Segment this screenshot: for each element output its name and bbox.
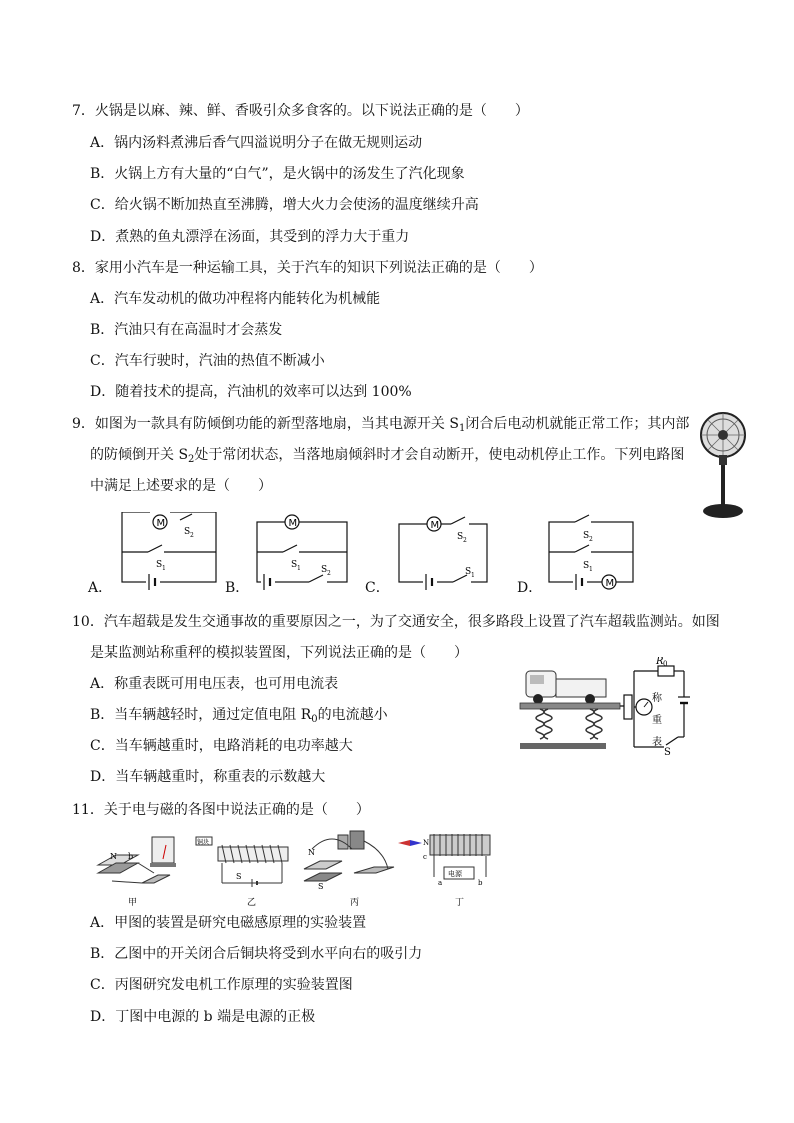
q11-figures <box>92 829 492 907</box>
q11-option-d: D．丁图中电源的 b 端是电源的正极 <box>90 1009 316 1025</box>
svg-text:S: S <box>583 561 590 571</box>
q9-letter-b: B． <box>225 580 250 596</box>
svg-text:N: N <box>423 839 430 847</box>
svg-text:S: S <box>583 531 590 541</box>
q10-option-b-tail: 的电流越小 <box>317 707 388 723</box>
figure-yi <box>196 837 288 887</box>
q11-option-a: A．甲图的装置是研究电磁感原理的实验装置 <box>90 915 367 931</box>
svg-text:M: M <box>605 578 615 589</box>
q9-line-2-text-b: 处于常闭状态，当落地扇倾斜时才会自动断开，使电动机停止工作。下列电路图 <box>194 447 685 463</box>
svg-text:R: R <box>656 657 664 667</box>
svg-text:N: N <box>308 848 315 857</box>
label-yi: 乙 <box>247 898 257 907</box>
svg-text:1: 1 <box>297 565 301 572</box>
q10-option-c: C．当车辆越重时，电路消耗的电功率越大 <box>90 738 353 754</box>
svg-text:重: 重 <box>652 715 662 726</box>
svg-text:S: S <box>664 747 671 757</box>
q9-circuit-b <box>255 512 355 597</box>
q7-option-d: D．煮熟的鱼丸漂浮在汤面，其受到的浮力大于重力 <box>90 229 410 245</box>
figure-ding <box>423 834 490 887</box>
floor-fan-image <box>698 405 748 521</box>
svg-text:S: S <box>184 527 191 537</box>
q9-letter-a: A． <box>88 580 113 596</box>
svg-text:1: 1 <box>471 572 475 579</box>
q8-stem: 8．家用小汽车是一种运输工具，关于汽车的知识下列说法正确的是（ ） <box>72 260 543 276</box>
q10-option-b-text: B．当车辆越轻时，通过定值电阻 R <box>90 707 312 723</box>
svg-text:铜块: 铜块 <box>197 839 210 846</box>
q9-line-2-text-a: 的防倾倒开关 S <box>90 447 189 463</box>
svg-text:表: 表 <box>652 737 662 748</box>
svg-text:S: S <box>321 565 328 575</box>
svg-text:N: N <box>110 852 117 861</box>
q9-line-2 <box>90 445 684 470</box>
figure-jia <box>98 837 176 883</box>
svg-text:S: S <box>291 560 298 570</box>
label-bing: 丙 <box>350 898 360 907</box>
q9-letter-c: C． <box>365 580 390 596</box>
q10-option-a: A．称重表既可用电压表，也可用电流表 <box>90 676 339 692</box>
q9-sub-2: 2 <box>188 454 195 465</box>
q10-option-b-sub: 0 <box>311 714 318 725</box>
svg-text:M: M <box>288 518 298 529</box>
q9-line-1-text-b: 闭合后电动机就能正常工作；其内部 <box>465 416 690 432</box>
svg-text:称: 称 <box>652 693 662 704</box>
svg-text:b: b <box>478 879 483 887</box>
svg-text:0: 0 <box>663 660 668 668</box>
q9-letter-d: D． <box>517 580 543 596</box>
svg-text:2: 2 <box>589 536 593 543</box>
q7-option-b: B．火锅上方有大量的“白气”，是火锅中的汤发生了汽化现象 <box>90 166 465 182</box>
q9-circuit-c <box>397 512 497 597</box>
q10-option-b <box>90 705 388 730</box>
svg-text:M: M <box>156 518 166 529</box>
svg-text:a: a <box>438 879 443 887</box>
svg-text:电源: 电源 <box>448 870 462 878</box>
svg-text:S: S <box>156 560 163 570</box>
svg-text:c: c <box>423 853 427 861</box>
svg-text:S: S <box>236 872 242 881</box>
svg-text:1: 1 <box>589 566 593 573</box>
svg-text:2: 2 <box>463 537 467 544</box>
q10-option-d: D．当车辆越重时，称重表的示数越大 <box>90 769 326 785</box>
q8-option-c: C．汽车行驶时，汽油的热值不断减小 <box>90 353 325 369</box>
q11-option-c: C．丙图研究发电机工作原理的实验装置图 <box>90 977 353 993</box>
q11-option-b: B．乙图中的开关闭合后铜块将受到水平向右的吸引力 <box>90 946 423 962</box>
q7-option-c: C．给火锅不断加热直至沸腾，增大火力会使汤的温度继续升高 <box>90 197 479 213</box>
label-jia: 甲 <box>128 898 138 907</box>
svg-text:2: 2 <box>327 570 331 577</box>
q8-option-d: D．随着技术的提高，汽油机的效率可以达到 100% <box>90 384 412 400</box>
svg-text:S: S <box>318 882 324 891</box>
svg-text:S: S <box>457 532 464 542</box>
svg-text:1: 1 <box>162 565 166 572</box>
svg-text:2: 2 <box>190 532 194 539</box>
label-ding: 丁 <box>455 898 465 907</box>
q10-line-1: 10．汽车超载是发生交通事故的重要原因之一，为了交通安全，很多路段上设置了汽车超载监测站。如图 <box>72 614 720 630</box>
svg-text:M: M <box>430 520 440 531</box>
q7-option-a: A．锅内汤料煮沸后香气四溢说明分子在做无规则运动 <box>90 135 423 151</box>
figure-bing <box>304 831 394 891</box>
q10-scale-figure <box>518 657 708 757</box>
q8-option-a: A．汽车发动机的做功冲程将内能转化为机械能 <box>90 291 381 307</box>
q9-circuit-d <box>547 512 637 597</box>
svg-text:b: b <box>128 852 134 861</box>
q7-stem: 7．火锅是以麻、辣、鲜、香吸引众多食客的。以下说法正确的是（ ） <box>72 103 529 119</box>
q9-line-1-text-a: 9．如图为一款具有防倾倒功能的新型落地扇，当其电源开关 S <box>72 416 459 432</box>
q8-option-b: B．汽油只有在高温时才会蒸发 <box>90 322 283 338</box>
svg-text:S: S <box>465 567 472 577</box>
q11-stem: 11．关于电与磁的各图中说法正确的是（ ） <box>72 802 370 818</box>
q9-line-3: 中满足上述要求的是（ ） <box>90 478 272 494</box>
q9-sub-1: 1 <box>458 423 466 434</box>
q9-line-1 <box>72 414 689 439</box>
q10-line-2: 是某监测站称重秤的模拟装置图，下列说法正确的是（ ） <box>90 645 468 661</box>
